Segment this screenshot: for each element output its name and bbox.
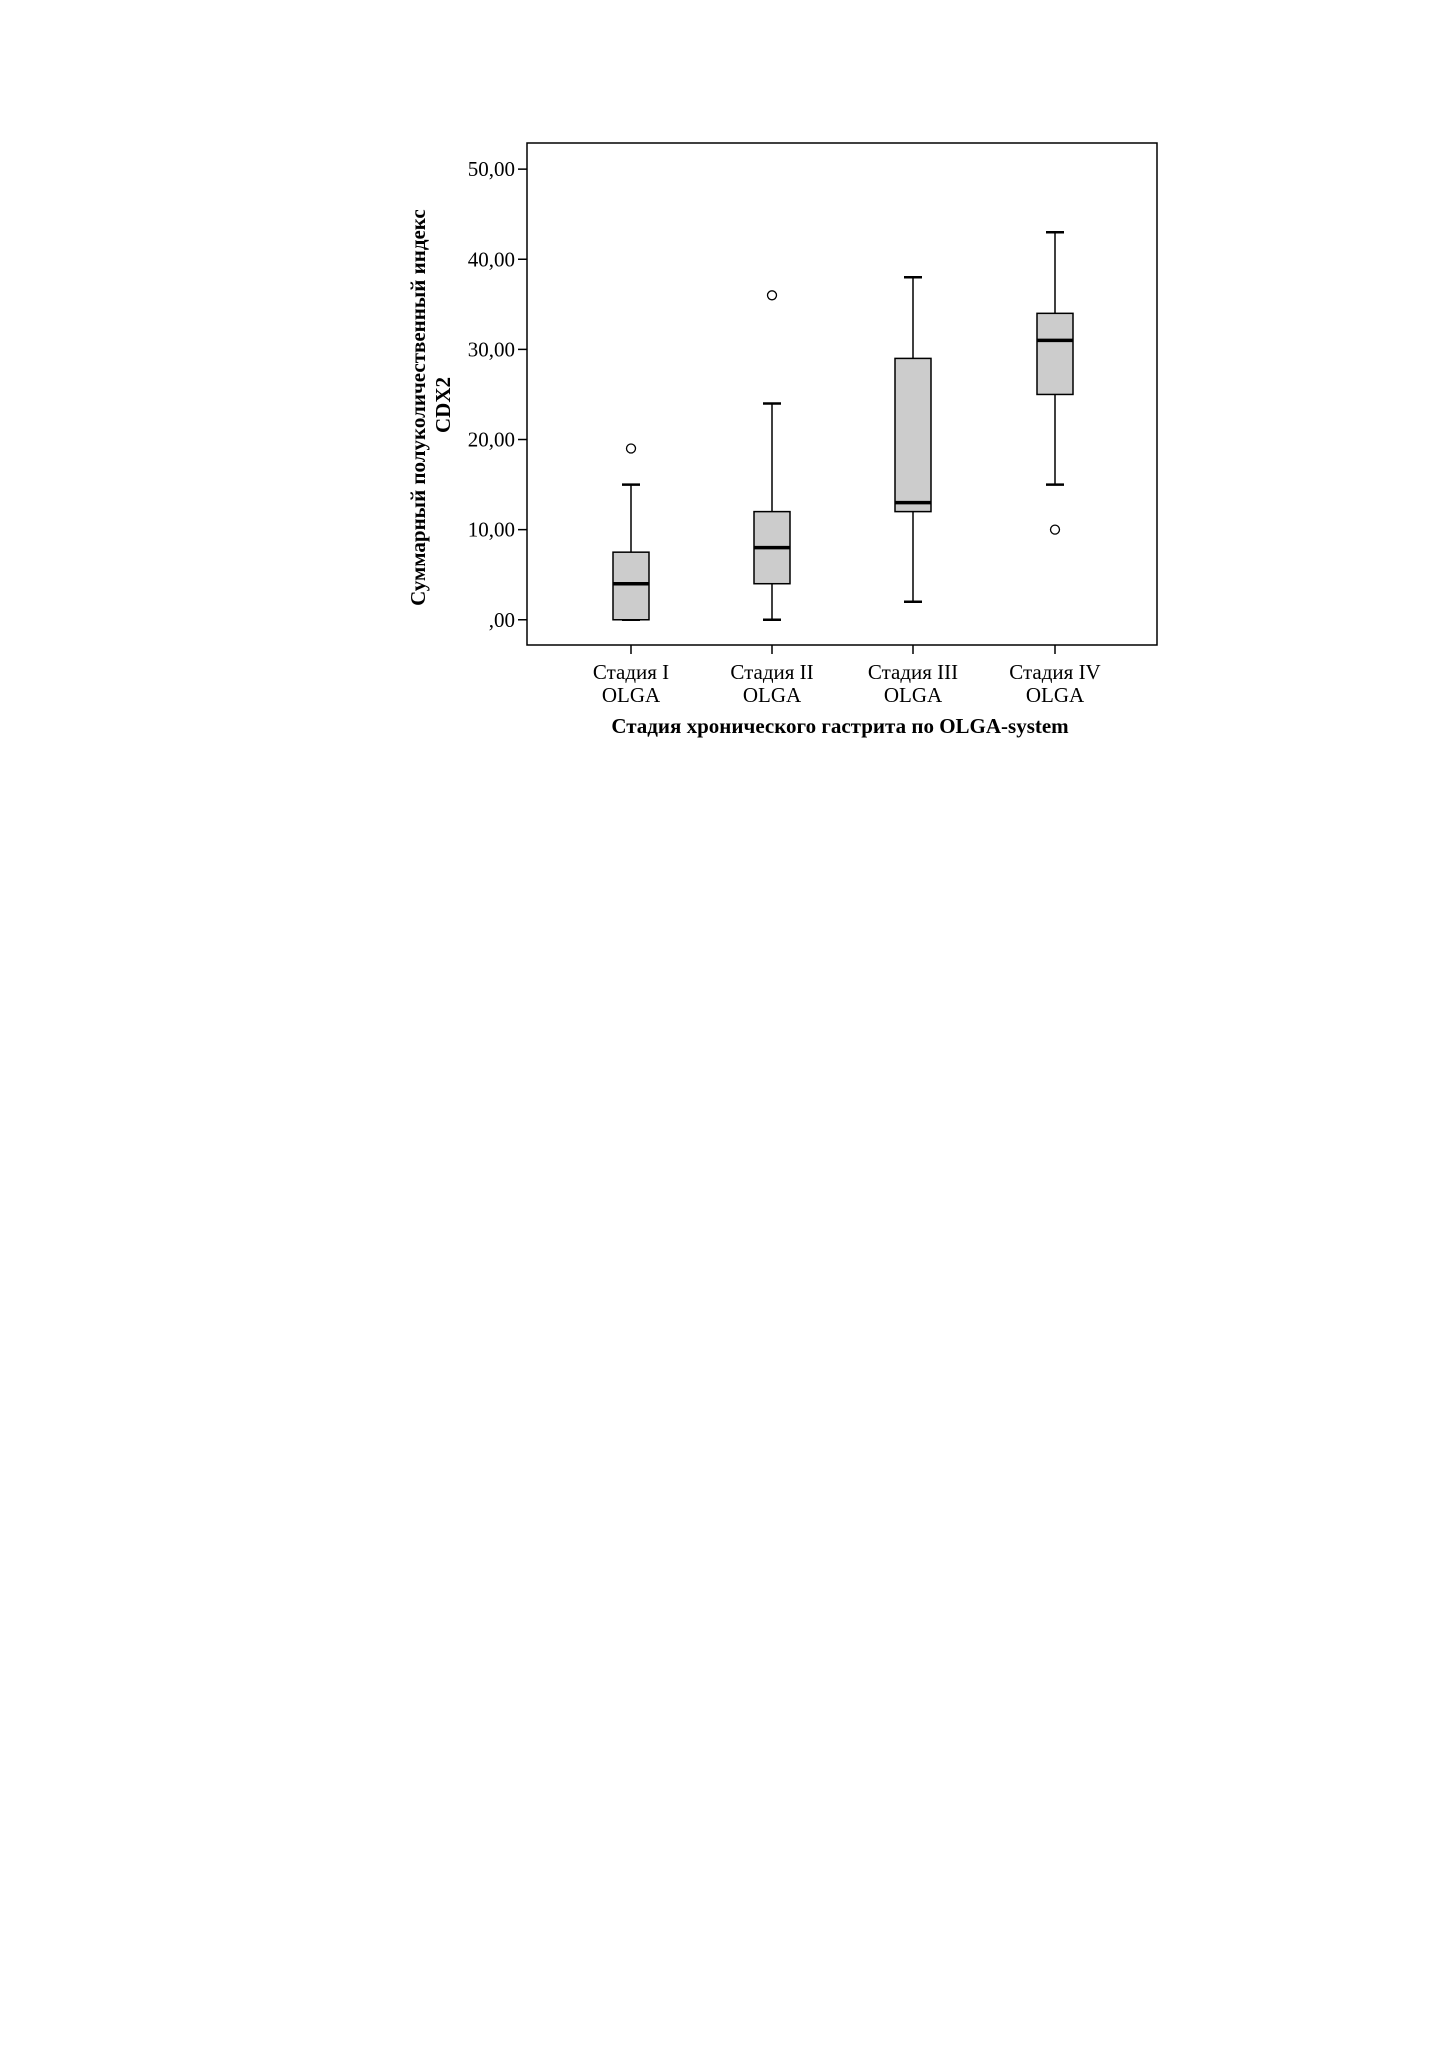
box-1 [593, 444, 669, 707]
y-tick-label: 10,00 [467, 517, 515, 542]
x-axis-title: Стадия хронического гастрита по OLGA-system [611, 714, 1069, 738]
outlier-point [1051, 525, 1060, 534]
y-axis-title-line-1: Суммарный полуколичественный индекс [406, 209, 430, 606]
box-4 [1009, 232, 1100, 707]
y-tick-label: 30,00 [467, 337, 515, 362]
x-category-label: OLGA [601, 683, 661, 707]
y-tick-label: ,00 [488, 607, 515, 632]
x-category-label: OLGA [742, 683, 802, 707]
y-axis-title [406, 204, 455, 606]
x-category-label: Стадия II [730, 660, 814, 684]
x-category-label: Стадия IV [1009, 660, 1101, 684]
x-category-label: OLGA [1025, 683, 1085, 707]
y-tick-label: 20,00 [467, 427, 515, 452]
x-category-label: Стадия I [592, 660, 670, 684]
y-tick-label: 50,00 [467, 157, 515, 182]
outlier-point [627, 444, 636, 453]
iqr-box [1037, 313, 1073, 394]
iqr-box [613, 552, 649, 620]
y-tick-label: 40,00 [467, 247, 515, 272]
x-category-label: OLGA [883, 683, 943, 707]
outlier-point [768, 291, 777, 300]
x-category-label: Стадия III [867, 660, 959, 684]
y-axis-title-line-2: CDX2 [431, 377, 455, 433]
iqr-box [895, 358, 931, 511]
box-3 [868, 277, 958, 707]
